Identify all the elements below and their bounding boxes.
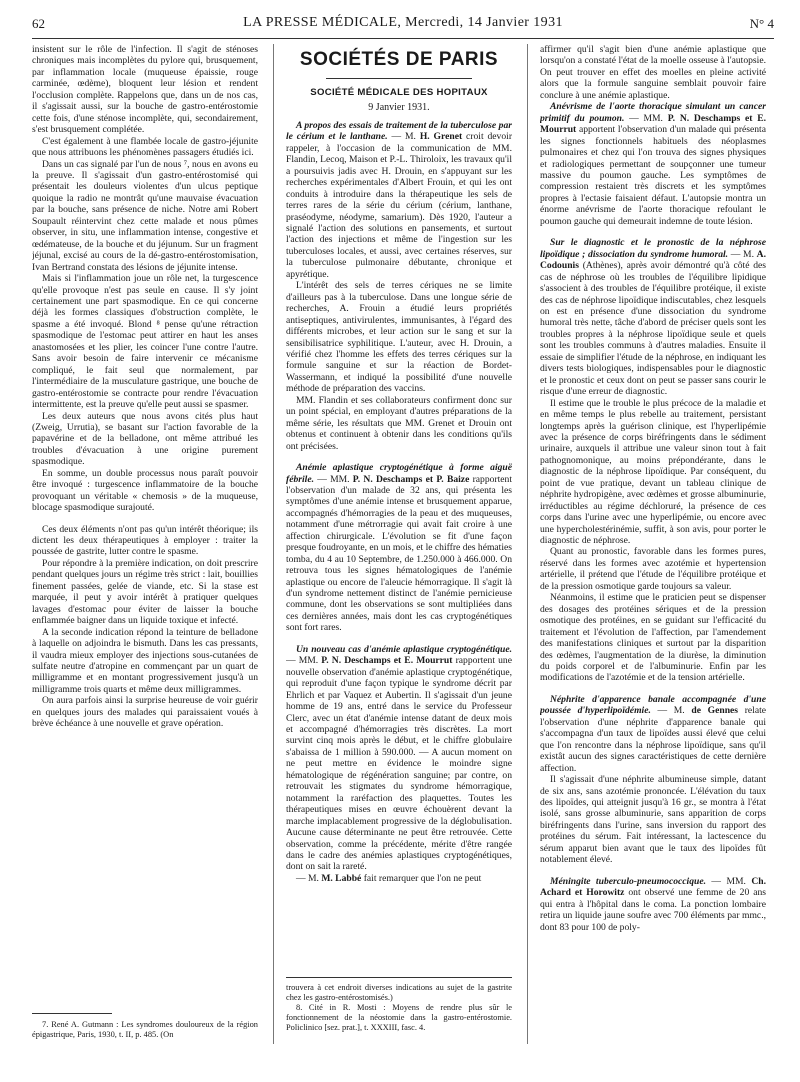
paragraph: Néanmoins, il estime que le praticien peut se dispenser des dosages des protéines sériques et de la pression osmotique des protéines, en se guidant sur l'efficacité du traitement et l'évolution de l'affection, par l'amendement des manifestations cliniques et surtout par la disparition des œdèmes, l'augmentation de la diurèse, la diminution du poids corporel et de l'albuminurie. Enfin par les modifications de l'azotémie et de la tension artérielle. — [540, 592, 766, 684]
section-title: SOCIÉTÉS DE PARIS — [299, 49, 499, 70]
paragraph: Quant au pronostic, favorable dans les formes pures, réservé dans les formes avec azotémie et hypertension artérielle, il prétend que l'étude de l'équilibre protéique et de la pression osmotique garde toujours sa valeur. — [540, 546, 766, 592]
paragraph: L'intérêt des sels de terres cériques ne se limite d'ailleurs pas à la tuberculose. Dans une longue série de recherches, A. Frouin a étudié leurs propriétés antiseptiques, antivirulentes, immunisantes, à l'égard des différents microbes, et leur action sur le sang et sur la sensibilisatrice syphilitique. L'auteur, avec H. Drouin, a vérifié chez l'homme les effets des terres cériques sur la formule sanguine et sur la réaction de Bordet-Wassermann, et indiqué la possibilité d'une nouvelle méthode de préparation des vaccins. — [286, 280, 512, 395]
paragraph: MM. Flandin et ses collaborateurs confirment donc sur un point spécial, en employant d'autres préparations de la même série, les résultats que MM. Grenet et Drouin ont obtenus et continuent à obtenir dans les conditions qu'ils ont précisées. — [286, 394, 512, 452]
spacer — [286, 452, 512, 462]
paragraph: insistent sur le rôle de l'infection. Il s'agit de sténoses chroniques mais incomplètes du pylore qui, brusquement, par inflammation locale (muqueuse épaissie, rouge carminée, œdème), bloquent leur lésion et rendent l'occlusion complète. Rappelons que, dans un de nos cas, il s'agissait aussi, sur la bouche de gastro-entérostomie cette fois, d'une sténose incomplète, qui, secondairement, s'est brusquement complétée. — [32, 44, 258, 136]
spacer — [540, 866, 766, 876]
article-author: M. Labbé — [321, 872, 362, 884]
article-author: P. N. Deschamps et E. Mourrut — [540, 112, 766, 136]
article-1: A propos des essais de traitement de la tuberculose par le cérium et le lanthane. — M. H. Grenet croit devoir rappeler, à l'occasion de la communication de MM. Flandin, Lecoq, Maison et P.-L. Thiroloix, les travaux qu'il a poursuivis jadis avec H. Drouin, en s'appuyant sur les recherches expérimentales d'Albert Frouin, et qui les ont conduits à introduire dans la thérapeutique les sels de terres rares de la série du cérium (cérium, lanthane, praséodyme, néodyme, samarium). Dès 1920, l'auteur a signalé l'action des solutions en pansements, et surtout l'action des injections et même de l'ingestion sur les tuberculoses locales, et aussi, avec certaines réserves, sur la tuberculose pulmonaire débutante, chronique et apyrétique. — [286, 119, 512, 280]
article-author: P. N. Deschamps et E. Mourrut — [321, 655, 453, 667]
paragraph: affirmer qu'il s'agit bien d'une anémie aplastique que lorsqu'on a constaté l'état de la moelle osseuse à l'autopsie. On peut trouver en effet des moelles en pleine activité alors que la formule sanguine semblait pouvoir faire conclure à une anémie aplastique. — [540, 44, 766, 101]
article-author: A. Codounis — [540, 248, 766, 272]
paragraph: Dans un cas signalé par l'un de nous ⁷, nous en avons eu la preuve. Il s'agissait d'un gastro-entérostomisé qui présentait les douleurs violentes d'un ulcus peptique quoique la radio ne montrât qu'une mauvaise évacuation par la bouche, sans présence de niche. Notre ami Robert Soupault réintervint chez cette malade et nous pûmes observer, in situ, une inflammation intense, congestive et œdémateuse, de la bouche et du jéjunum. Sur un fragment jéjunal, excisé au cours de la dé-gastro-entérostomisation, Ivan Bertrand constata des lésions de jéjunite intense. — [32, 158, 258, 273]
paragraph: On aura parfois ainsi la surprise heureuse de voir guérir en quelques jours des malades qui paraissaient voués à brève échéance à une nouvelle et grave opération. — [32, 695, 258, 730]
column-divider — [527, 44, 528, 1044]
journal-title: LA PRESSE MÉDICALE, Mercredi, 14 Janvier 1931 — [243, 15, 563, 30]
spacer — [540, 684, 766, 694]
footnote-rule — [286, 977, 512, 978]
footnote-continued: trouvera à cet endroit diverses indications au sujet de la gastrite chez les gastro-entérostomisés.) 8. Cité in R. Mosti : Moyens de rendre plus sûr le fonctionnement de la néostomie dans la gastro-entérostomie. Policlinico [sez. prat.], t. XXXIII, fasc. 4. — [286, 983, 512, 1032]
spacer — [286, 634, 512, 644]
paragraph: Mais si l'inflammation joue un rôle net, la turgescence qu'elle provoque n'est pas seule en cause. Il s'y joint certainement une part spasmodique. En ce qui concerne déjà les formes classiques d'obstruction complète, le spasme a été invoqué. Blond ⁸ pense qu'une rétraction spasmodique de l'estomac peut attirer en haut les anses anastomosées et les plier, les coincer l'une contre l'autre. Sans avoir besoin de faire intervenir ce mécanisme compliqué, le fait seul que normalement, par l'intermédiaire de la musculature gastrique, une bouche de gastro-entérostomie se contracte pour rendre l'évacuation intermittente, est la preuve qu'elle peut aussi se spasmer. — [32, 273, 258, 411]
column-1 — [32, 44, 258, 969]
column-divider — [273, 44, 274, 1044]
article-title: Un nouveau cas d'anémie aplastique cryptogénétique. — [296, 643, 512, 655]
column-3 — [540, 44, 766, 1074]
article-author: H. Grenet — [419, 131, 463, 143]
paragraph: Il s'agissait d'une néphrite albumineuse simple, datant de six ans, sans azotémie prononcée. L'élévation du taux des lipoïdes, qui atteignit jusqu'à 16 gr., se montra à l'état isolé, sans grosse albuminurie, sans apparition de corps biréfringents dans l'urine, sans inversion du rapport des protéines du sérum. Fait intéressant, la lactescence du sérum apparut bien avant que le taux des lipoïdes fût notablement élevé. — [540, 774, 766, 866]
issue-number: N° 4 — [749, 16, 774, 31]
session-date: 9 Janvier 1931. — [368, 102, 430, 114]
paragraph: Pour répondre à la première indication, on doit prescrire pendant quelques jours un régime très strict : lait, bouillies finement passées, gelée de viande, etc. Si la stase est marquée, il peut y avoir intérêt à pratiquer quelques lavages d'estomac pour éviter de laisser la bouche enflammée baigner dans un liquide toxique et infecté. — [32, 557, 258, 627]
article-title: A propos des essais de traitement de la tuberculose par le cérium et le lanthane. — [286, 119, 512, 143]
section-rule — [326, 78, 472, 79]
article-5: Sur le diagnostic et le pronostic de la néphrose lipoïdique ; dissociation du syndrome humoral. — M. A. Codounis (Athènes), après avoir démontré qu'à côté des cas de néphrose où les troubles de l'équilibre lipidique s'associent à des troubles de l'équilibre protéique, il existe des cas de néphrose lipoïdique indiscutables, chez lesquels on est en présence d'une dissociation du syndrome humoral très nette, tâche d'abord de préciser quels sont les troubles propres à la néphrose lipoïdique seule et quels sont les troubles communs à d'autres maladies. Ensuite il essaie de simplifier l'étude de la néphrose, en indiquant les divers tests biologiques, indispensables pour le diagnostic et le pronostic et ceux dont on peut se passer sans courir le risque d'une erreur de diagnostic. — [540, 237, 766, 398]
article-author: P. N. Deschamps et P. Baize — [352, 473, 470, 485]
page-header — [32, 14, 774, 36]
footnote-8: 8. Cité in R. Mosti : Moyens de rendre plus sûr le fonctionnement de la néostomie dans la gastro-entérostomie. Policlinico [sez. prat.], t. XXXIII, fasc. 4. — [286, 1003, 512, 1032]
paragraph: C'est également à une flambée locale de gastro-jéjunite que nous attribuons les phénomènes passagers étudiés ici. — [32, 135, 258, 159]
paragraph: Ces deux éléments n'ont pas qu'un intérêt théorique; ils dictent les deux thérapeutiques à employer : traiter la poussée de gastrite, lutter contre le spasme. — [32, 523, 258, 558]
paragraph: En somme, un double processus nous paraît pouvoir être invoqué : turgescence inflammatoire de la bouche provoquant un véritable « chemosis » de la muqueuse, blocage spasmodique surajouté. — [32, 467, 258, 514]
spacer — [540, 227, 766, 237]
paragraph: Il estime que le trouble le plus précoce de la maladie et en même temps le plus rebelle au traitement, persistant longtemps après la guérison clinique, est l'hyperlipémie avec la présence de corps biréfringents dans le sédiment urinaire, auxquels il attribue une valeur sinon tout à fait pathognomonique, au moins prépondérante, dans le diagnostic de la néphrose lipoïdique. Par conséquent, du point de vue pratique, devant un tableau clinique de néphrite hydropigène, avec œdèmes et grosse albuminurie, irréductibles au régime déchloruré, la présence de ces corps dans l'urine avec une hyperlipémie, ou encore avec une hypercholestérinémie, suffit, à son avis, pour porter le diagnostic de néphrose. — [540, 397, 766, 547]
article-2: Anémie aplastique cryptogénétique à forme aiguë fébrile. — MM. P. N. Deschamps et P. Baize rapportent l'observation d'un malade de 32 ans, qui présenta les symptômes d'une anémie intense et brusquement apparue, accompagnés d'hémorragies de la peau et des muqueuses, notamment d'une métrorragie qui avait fait croire à une affection chirurgicale. L'évolution se fit d'une façon presque foudroyante, en un mois, et le chiffre des hématies tomba, du 4 au 10 Septembre, de 1.250.000 à 466.000. On retrouva tous les signes hématologiques de l'anémie aplastique ou encore de l'aleucie hémorragique. Il s'agit là d'un syndrome nettement distinct de l'anémie pernicieuse commune, dont les observations se sont multipliées dans ces dernières années, mais dont les cas cryptogénétiques sont fort rares. — [286, 462, 512, 634]
spacer — [32, 514, 258, 524]
article-author: de Gennes — [691, 705, 739, 717]
article-title: Méningite tuberculo-pneumococcique. — [550, 875, 706, 887]
article-4: Anévrisme de l'aorte thoracique simulant un cancer primitif du poumon. — MM. P. N. Deschamps et E. Mourrut apportent l'observation d'un malade qui présenta les signes fonctionnels habituels des néoplasmes pulmonaires et chez qui l'on trouva des signes physiques et radiologiques permettant de soupçonner une tumeur massive du poumon gauche. Les symptômes de compression restaient très discrets et les symptômes propres à l'ectasie faisaient défaut. L'autopsie montra un énorme anévrisme de l'aorte thoracique refoulant le poumon gauche qui demeurait indemne de toute lésion. — [540, 101, 766, 227]
header-rule — [32, 38, 774, 39]
paragraph: A la seconde indication répond la teinture de belladone à laquelle on adjoindra le bismuth. Dans les cas pressants, il vaudra mieux employer des injections sous-cutanées de sulfate neutre d'atropine en commençant par un quart de milligramme et en montant progressivement jusqu'à un milligramme trois quarts et même deux milligrammes. — [32, 626, 258, 695]
page-number: 62 — [32, 16, 45, 31]
article-title: Néphrite d'apparence banale accompagnée d'une poussée d'hyperlipoïdémie. — [540, 693, 766, 717]
article-title: Sur le diagnostic et le pronostic de la néphrose lipoïdique ; dissociation du syndrome humoral. — [540, 237, 766, 260]
column-2 — [286, 44, 512, 969]
footnote-rule — [32, 1013, 112, 1014]
article-title: Anémie aplastique cryptogénétique à forme aiguë fébrile. — [286, 462, 512, 485]
article-author: Ch. Achard et Horowitz — [540, 875, 766, 899]
paragraph: — M. M. Labbé fait remarquer que l'on ne peut — [296, 872, 482, 884]
article-3: Un nouveau cas d'anémie aplastique cryptogénétique. — MM. P. N. Deschamps et E. Mourrut rapportent une nouvelle observation d'anémie aplastique cryptogénétique, qui reproduit d'une façon typique le syndrome décrit par Ehrlich et par Vaquez et Aubertin. Il s'agissait d'un jeune homme de 19 ans, entré dans le service du Professeur Clerc, avec un état d'anémie intense datant de deux mois et accompagné d'hémorragies très discrètes. La mort survint cinq mois après le début, et le chiffre globulaire s'abaissa de 1 million à 590.000. — A aucun moment on ne peut mettre en évidence le moindre signe hématologique de régénération sanguine; par contre, on retrouvait les stigmates du syndrome hémorragique, notamment la raréfaction des plaquettes. Toutes les thérapeutiques mises en œuvre échouèrent devant la marche implacablement progressive de la déglobulisation. Aucune cause déterminante ne peut être retrouvée. Cette observation, comme la précédente, mérite d'être rangée dans le cadre des anémies aplastiques cryptogénétiques, dont on sait la rareté. — [286, 643, 512, 873]
paragraph: Les deux auteurs que nous avons cités plus haut (Zweig, Urrutia), se basant sur l'action favorable de la papavérine et de la belladone, ont même attribué les troubles d'évacuation à une origine purement spasmodique. — [32, 410, 258, 468]
article-7: Méningite tuberculo-pneumococcique. — MM. Ch. Achard et Horowitz ont observé une femme de 20 ans qui entra à l'hôpital dans le coma. La ponction lombaire retira un liquide jaune soufre avec 700 éléments par mmc., dont 83 pour 100 de poly- — [540, 875, 766, 933]
society-title: SOCIÉTÉ MÉDICALE DES HOPITAUX — [310, 87, 488, 98]
article-title: Anévrisme de l'aorte thoracique simulant un cancer primitif du poumon. — [540, 101, 766, 124]
article-6: Néphrite d'apparence banale accompagnée d'une poussée d'hyperlipoïdémie. — M. de Gennes relate l'observation d'une néphrite d'apparence banale qui s'accompagna d'un taux de lipoïdes aussi élevé que celui que l'on rencontre dans la néphrose lipoïdique, sans qu'il existât aucun des signes caractéristiques de cette dernière affection. — [540, 693, 766, 774]
footnote-7: 7. René A. Gutmann : Les syndromes douloureux de la région épigastrique, Paris, 1930, t. II, p. 485. (On — [32, 1020, 258, 1039]
